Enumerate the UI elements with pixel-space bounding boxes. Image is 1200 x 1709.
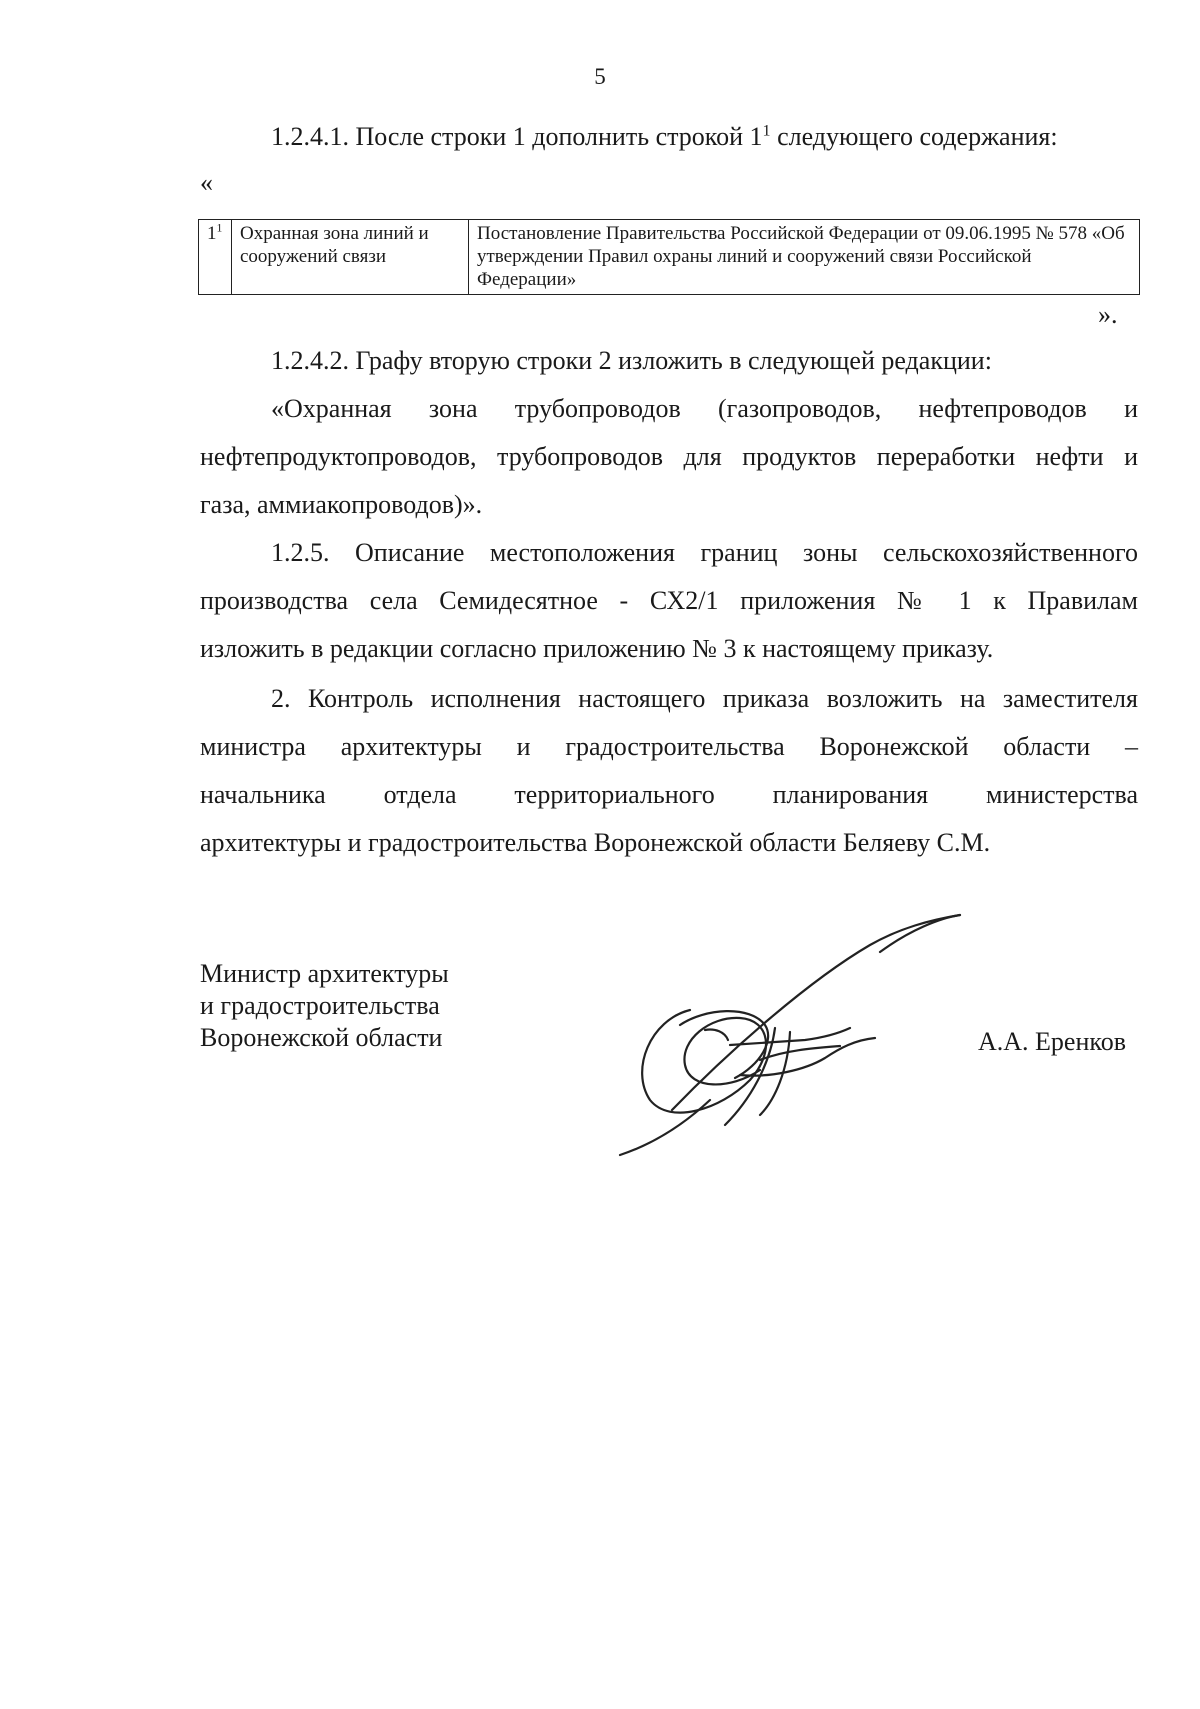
item-1-2-5-line: производства села Семидесятное - СХ2/1 приложения № 1 к Правилам [200,586,1138,615]
handwritten-signature [610,900,990,1160]
signatory-title-line: Воронежской области [200,1023,443,1052]
signatory-title [200,958,449,1054]
item-2-line: министра архитектуры и градостроительства Воронежской области – [200,732,1138,761]
item-1-2-4-1-text-after: следующего содержания: [770,122,1058,151]
quote-open: « [200,168,213,197]
page-number: 5 [594,64,606,89]
table-number-superscript: 1 [216,221,223,235]
insert-table [198,219,1140,295]
item-1-2-4-2-line: нефтепродуктопроводов, трубопроводов для продуктов переработки нефти и [200,442,1138,471]
item-1-2-4-1-text: 1.2.4.1. После строки 1 дополнить строкой 1 [271,122,763,151]
item-1-2-4-2-line: газа, аммиакопроводов)». [200,490,483,519]
item-1-2-5-line: изложить в редакции согласно приложению № 3 к настоящему приказу. [200,634,994,663]
table-row [199,220,1140,295]
item-2-line: архитектуры и градостроительства Воронежской области Беляеву С.М. [200,828,991,857]
item-2 [200,675,1138,867]
table-cell-zone: Охранная зона линий и сооружений связи [232,220,469,295]
item-2-line: начальника отдела территориального планирования министерства [200,780,1138,809]
item-2-line: 2. Контроль исполнения настоящего приказа возложить на заместителя [271,684,1138,713]
item-1-2-4-1-superscript: 1 [762,122,771,140]
signatory-title-line: Министр архитектуры [200,959,449,988]
item-1-2-5-line: 1.2.5. Описание местоположения границ зоны сельскохозяйственного [271,538,1138,567]
signatory-title-line: и градостроительства [200,991,440,1020]
quote-close: ». [1098,300,1118,329]
table-cell-document: Постановление Правительства Российской Федерации от 09.06.1995 № 578 «Об утверждении Правил охраны линий и сооружений связи Российской Федерации» [469,220,1140,295]
item-1-2-4-2-heading: 1.2.4.2. Графу вторую строки 2 изложить в следующей редакции: [271,346,992,375]
table-cell-number [199,220,232,295]
table-number-base: 1 [207,223,217,244]
item-1-2-4-1 [200,113,1138,161]
signatory-name: А.А. Еренков [978,1027,1126,1056]
item-1-2-4-2-body [200,385,1138,529]
item-1-2-4-2-line: «Охранная зона трубопроводов (газопроводов, нефтепроводов и [271,394,1138,423]
item-1-2-5 [200,529,1138,673]
